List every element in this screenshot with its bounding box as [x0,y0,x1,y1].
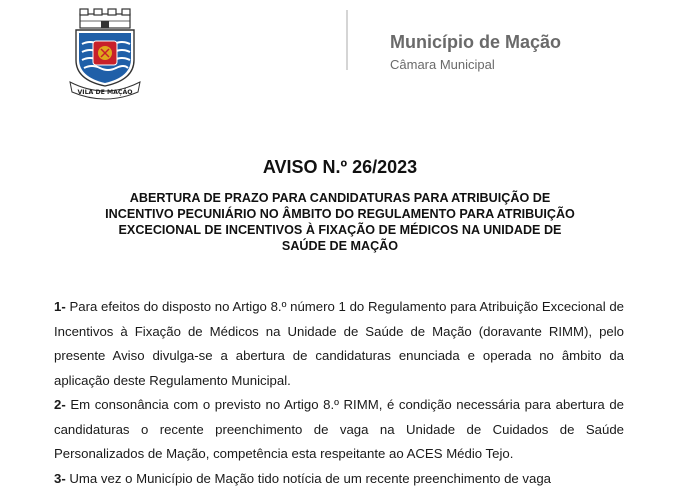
subtitle-line: ABERTURA DE PRAZO PARA CANDIDATURAS PARA ATRIBUIÇÃO DE [70,190,610,206]
notice-title: AVISO N.º 26/2023 [0,157,680,178]
mural-crown-icon [80,9,130,28]
municipal-crest-logo [66,8,144,100]
subtitle-line: INCENTIVO PECUNIÁRIO NO ÂMBITO DO REGULAMENTO PARA ATRIBUIÇÃO [70,206,610,222]
notice-subtitle [70,190,610,254]
paragraph-number: 2- [54,397,66,412]
subtitle-line: EXCECIONAL DE INCENTIVOS À FIXAÇÃO DE MÉDICOS NA UNIDADE DE [70,222,610,238]
paragraph-text: Uma vez o Município de Mação tido notícia de um recente preenchimento de vaga [69,471,551,486]
subtitle-line: SAÚDE DE MAÇÃO [70,238,610,254]
paragraph-2 [54,393,624,467]
svg-text:VILA DE MAÇÃO: VILA DE MAÇÃO [77,87,132,96]
paragraph-text: Para efeitos do disposto no Artigo 8.º número 1 do Regulamento para Atribuição Excecional de Incentivos à Fixação de Médicos na Unidade de Saúde de Mação (doravante RIMM), pelo presente Aviso divulga-se a abertura de candidaturas enunciada e operada no âmbito da aplicação deste Regulamento Municipal. [54,299,624,388]
municipality-name: Município de Mação [390,32,561,53]
header-divider [346,10,348,70]
paragraph-3 [54,467,624,491]
paragraph-1 [54,295,624,393]
paragraph-number: 1- [54,299,66,314]
shield-icon [76,30,134,86]
paragraph-text: Em consonância com o previsto no Artigo 8.º RIMM, é condição necessária para abertura de candidaturas o recente preenchimento de vaga na Unidade de Cuidados de Saúde Personalizados de Mação, competência esta respeitante ao ACES Médio Tejo. [54,397,624,461]
department-name: Câmara Municipal [390,57,495,72]
notice-body [54,295,624,491]
paragraph-number: 3- [54,471,66,486]
